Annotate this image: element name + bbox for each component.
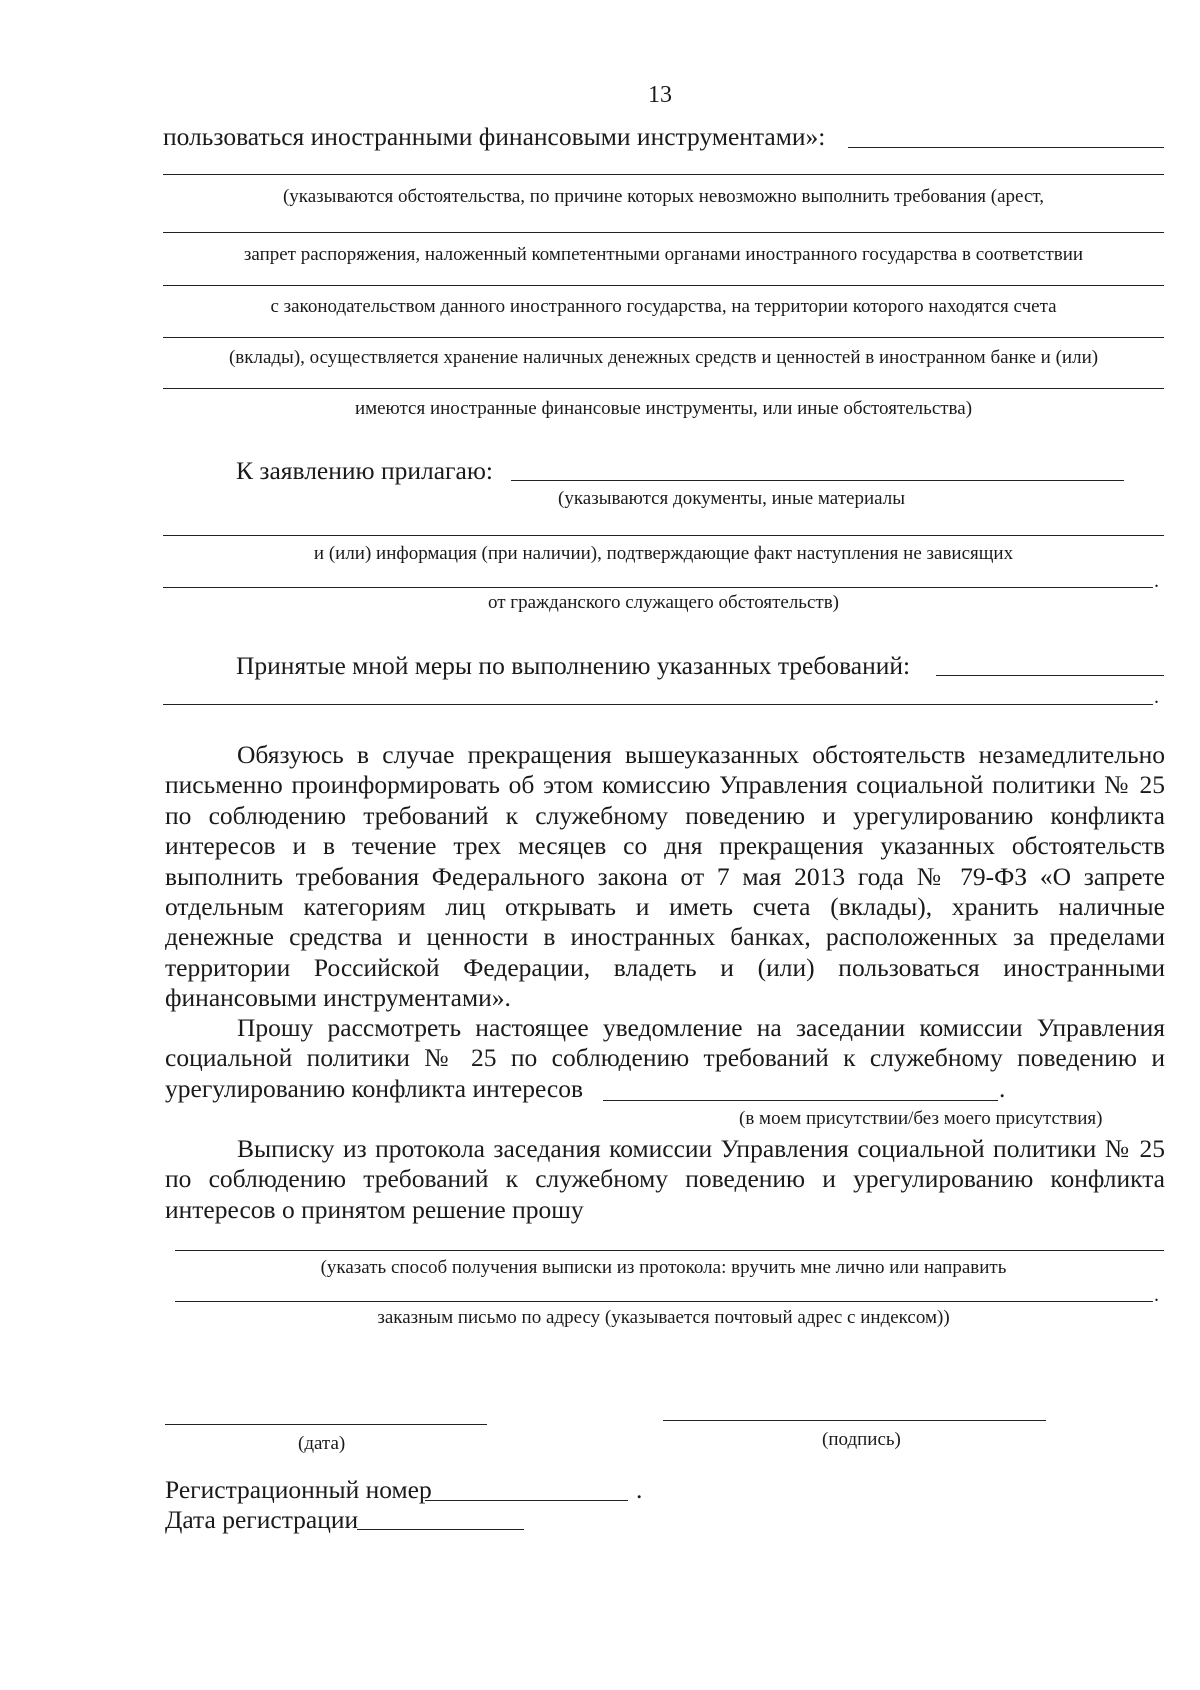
request-line: Прошу рассмотреть настоящее уведомление на заседании комиссии Управления: [237, 1013, 1165, 1042]
fill-line[interactable]: [511, 480, 1124, 481]
pledge-line: выполнить требования Федерального закона от 7 мая 2013 года № 79-ФЗ «О запрете: [165, 861, 1165, 891]
fill-line[interactable]: [848, 147, 1164, 148]
period: .: [999, 1074, 1006, 1103]
pledge-line: территории Российской Федерации, владеть и (или) пользоваться иностранными: [165, 952, 1165, 982]
fill-line[interactable]: [163, 704, 1153, 705]
extract-line: по соблюдению требований к служебному поведению и урегулированию конфликта: [165, 1164, 1165, 1194]
extract-line: Выписку из протокола заседания комиссии Управления социальной политики № 25: [237, 1134, 1165, 1163]
continuation-text: пользоваться иностранными финансовыми инструментами»:: [163, 122, 826, 151]
hint-text: с законодательством данного иностранного государства, на территории которого находятся счета: [270, 296, 1057, 317]
period: .: [1154, 1284, 1159, 1306]
fill-line[interactable]: [936, 675, 1164, 676]
date-line[interactable]: [165, 1424, 487, 1425]
pledge-line: Обязуюсь в случае прекращения вышеуказанных обстоятельств незамедлительно: [237, 740, 1165, 769]
pledge-line: финансовыми инструментами».: [165, 983, 511, 1013]
fill-line[interactable]: [163, 587, 1153, 588]
period: .: [636, 1475, 643, 1504]
request-line: социальной политики № 25 по соблюдению требований к служебному поведению и: [165, 1043, 1165, 1073]
reg-number-label: Регистрационный номер: [165, 1475, 432, 1504]
fill-line[interactable]: [163, 388, 1164, 389]
measures-label: Принятые мной меры по выполнению указанных требований:: [236, 651, 911, 680]
pledge-line: денежные средства и ценности в иностранных банках, расположенных за пределами: [165, 922, 1165, 952]
attach-label: К заявлению прилагаю:: [236, 456, 493, 485]
hint-text: от гражданского служащего обстоятельств): [488, 592, 839, 613]
reg-date-line[interactable]: [357, 1529, 524, 1530]
extract-paragraph: [165, 1134, 1165, 1225]
signature-line[interactable]: [663, 1420, 1046, 1421]
hint-text: и (или) информация (при наличии), подтверждающие факт наступления не зависящих: [313, 543, 1014, 564]
fill-line[interactable]: [603, 1100, 998, 1101]
fill-line[interactable]: [163, 232, 1164, 233]
extract-line: интересов о принятом решение прошу: [165, 1194, 584, 1224]
hint-text: (в моем присутствии/без моего присутствия): [739, 1108, 1103, 1129]
reg-number-line[interactable]: [425, 1500, 628, 1501]
date-caption: (дата): [298, 1433, 346, 1454]
hint-text: заказным письмо по адресу (указывается почтовый адрес с индексом)): [377, 1307, 950, 1328]
period: .: [1154, 570, 1159, 592]
reg-date-label: Дата регистрации: [165, 1505, 359, 1534]
fill-line[interactable]: [175, 1301, 1153, 1302]
fill-line[interactable]: [163, 535, 1164, 536]
signature-caption: (подпись): [822, 1429, 901, 1450]
hint-text: (указываются документы, иные материалы: [558, 488, 905, 509]
fill-line[interactable]: [163, 174, 1164, 175]
pledge-paragraph: [165, 740, 1165, 1014]
period: .: [1154, 686, 1159, 708]
hint-text: (указываются обстоятельства, по причине которых невозможно выполнить требования (арест,: [282, 186, 1045, 207]
hint-text: запрет распоряжения, наложенный компетентными органами иностранного государства в соответствии: [243, 244, 1084, 265]
pledge-line: письменно проинформировать об этом комиссию Управления социальной политики № 25: [165, 770, 1165, 800]
hint-text: (вклады), осуществляется хранение наличных денежных средств и ценностей в иностранном банке и (или): [228, 347, 1099, 368]
fill-line[interactable]: [163, 285, 1164, 286]
hint-text: (указать способ получения выписки из протокола: вручить мне лично или направить: [320, 1257, 1007, 1278]
fill-line[interactable]: [175, 1250, 1164, 1251]
pledge-line: отдельным категориям лиц открывать и иметь счета (вклады), хранить наличные: [165, 892, 1165, 922]
request-line: урегулированию конфликта интересов: [165, 1073, 584, 1103]
pledge-line: интересов и в течение трех месяцев со дня прекращения указанных обстоятельств: [165, 831, 1165, 861]
hint-text: имеются иностранные финансовые инструменты, или иные обстоятельства): [354, 398, 973, 419]
page-number: 13: [648, 82, 672, 108]
pledge-line: по соблюдению требований к служебному поведению и урегулированию конфликта: [165, 800, 1165, 830]
fill-line[interactable]: [163, 337, 1164, 338]
request-paragraph: [165, 1013, 1165, 1104]
